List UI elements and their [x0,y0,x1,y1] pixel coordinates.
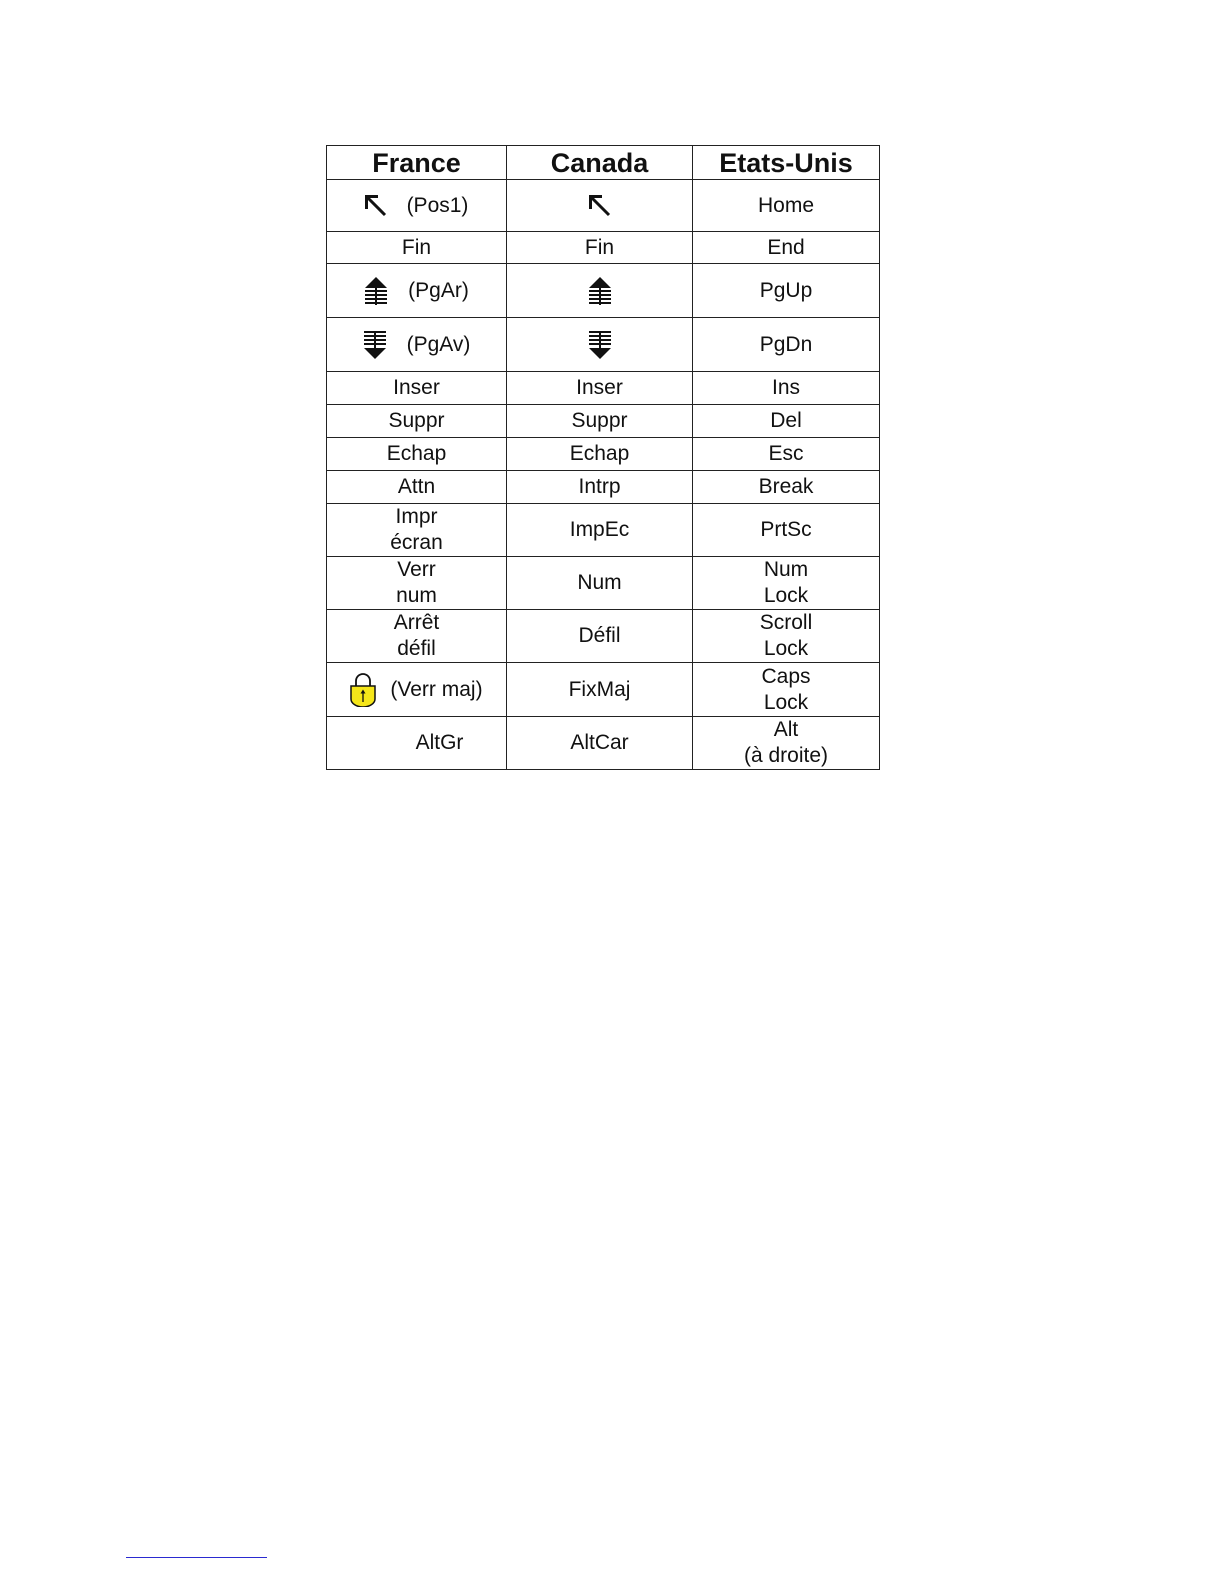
cell-us: Break [693,471,880,504]
cell-us-label: Num Lock [763,558,809,607]
table-row [327,610,880,663]
cell-canada [507,264,693,318]
table-row [327,405,880,438]
table-row [327,180,880,232]
cell-france [327,504,507,557]
page-down-icon [588,331,612,359]
cell-france: Inser [327,372,507,405]
cell-france-label: Verr num [396,558,437,607]
cell-france: Echap [327,438,507,471]
cell-us [693,717,880,770]
cell-france [327,264,507,318]
cell-france-label: (PgAr) [408,278,469,302]
cell-us: Home [693,180,880,232]
footer-rule [126,1557,267,1558]
cell-canada: Suppr [507,405,693,438]
cell-us: End [693,232,880,264]
table-row [327,318,880,372]
cell-us [693,663,880,717]
cell-france-label: Impr écran [390,505,443,554]
cell-france [327,318,507,372]
cell-canada: Num [507,557,693,610]
cell-france-label: (Verr maj) [390,677,483,701]
cell-us-label: Alt (à droite) [743,718,829,767]
cell-france: Suppr [327,405,507,438]
cell-france [327,610,507,663]
cell-france [327,717,507,770]
page-down-icon [363,331,387,359]
cell-us [693,610,880,663]
cell-canada: Fin [507,232,693,264]
cell-france [327,663,507,717]
cell-canada: ImpEc [507,504,693,557]
table-row [327,232,880,264]
cell-france-label: (Pos1) [406,193,469,217]
cell-canada: Echap [507,438,693,471]
table-row [327,557,880,610]
cell-us: PgUp [693,264,880,318]
cell-us: Ins [693,372,880,405]
cell-canada: Défil [507,610,693,663]
caps-lock-padlock-icon [350,673,376,707]
cell-france: Fin [327,232,507,264]
cell-france [327,557,507,610]
cell-us [693,557,880,610]
key-equivalence-table [326,145,880,770]
cell-canada [507,180,693,232]
cell-france-label: (PgAv) [406,332,471,356]
table-row [327,663,880,717]
table-row [327,471,880,504]
cell-canada [507,318,693,372]
cell-us: Esc [693,438,880,471]
cell-canada: Intrp [507,471,693,504]
table-row [327,264,880,318]
cell-canada: FixMaj [507,663,693,717]
home-arrow-icon [365,195,387,217]
cell-us: Del [693,405,880,438]
header-france: France [327,146,507,180]
cell-us-label: Caps Lock [761,664,811,714]
table-row [327,717,880,770]
table-row [327,504,880,557]
cell-france-label: Arrêt défil [393,611,440,660]
table-row [327,438,880,471]
table-header-row [327,146,880,180]
cell-us-label: Scroll Lock [759,611,813,660]
cell-france-label: AltGr [415,731,464,754]
home-arrow-icon [589,195,611,217]
page-up-icon [588,277,612,305]
cell-us: PrtSc [693,504,880,557]
page-up-icon [364,277,388,305]
header-canada: Canada [507,146,693,180]
header-etats-unis: Etats-Unis [693,146,880,180]
cell-france [327,180,507,232]
table-row [327,372,880,405]
cell-canada: AltCar [507,717,693,770]
cell-canada: Inser [507,372,693,405]
cell-france: Attn [327,471,507,504]
cell-us: PgDn [693,318,880,372]
